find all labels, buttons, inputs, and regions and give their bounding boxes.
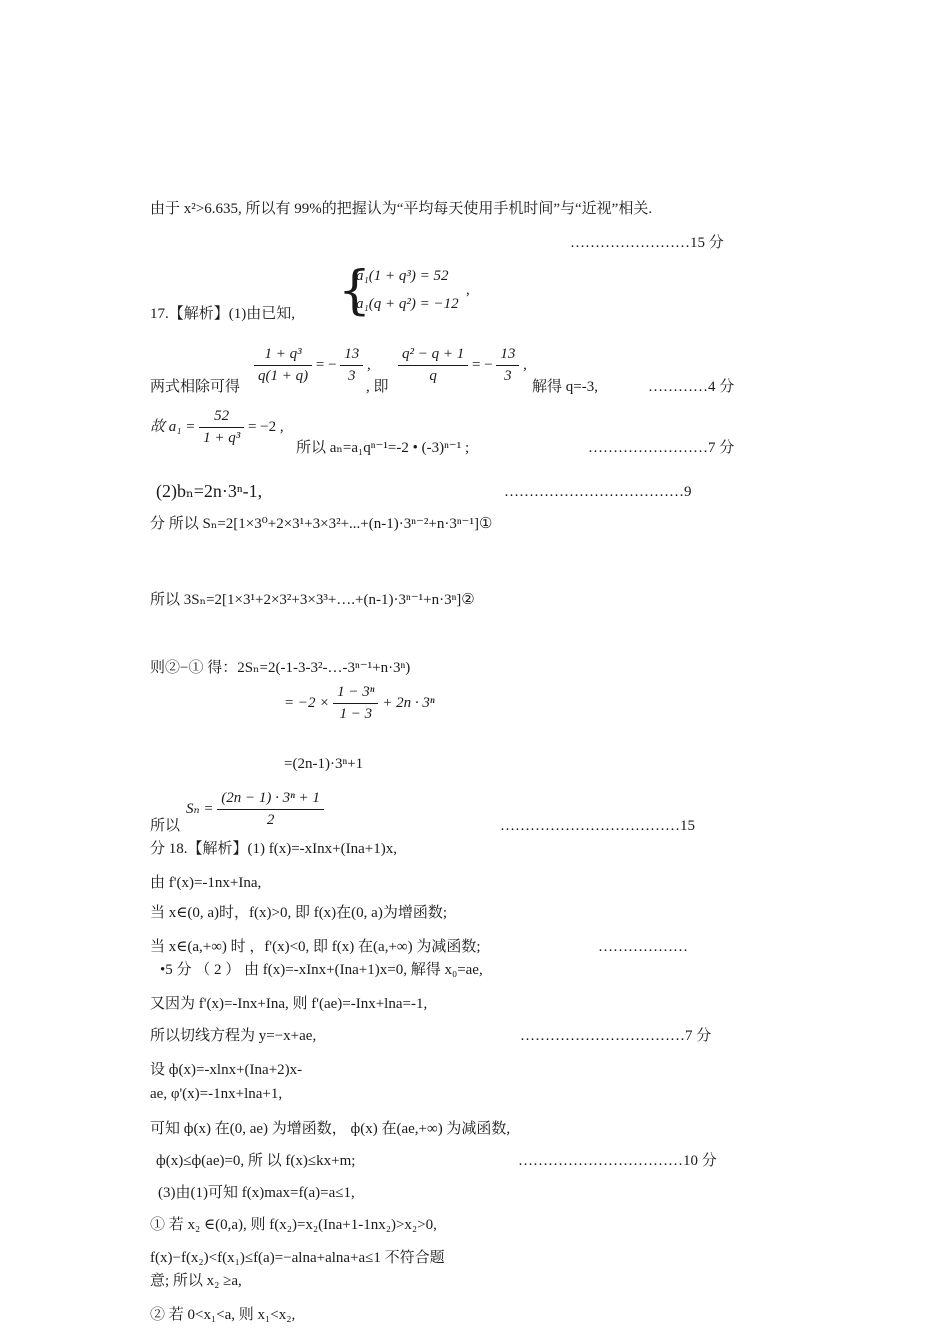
fraction-3-rhs: = −2 , <box>247 418 284 435</box>
derivative: 由 f'(x)=-1nx+Ina, <box>150 875 262 891</box>
geometric-sum-step <box>284 684 435 723</box>
sn-label: Sₙ = <box>186 800 214 817</box>
score-9: ………………………………9 <box>504 484 692 500</box>
general-term: 所以 aₙ=a₁qⁿ⁻¹=-2 • (-3)ⁿ⁻¹ ; <box>296 440 470 456</box>
fraction-3 <box>199 408 244 447</box>
fraction-1 <box>254 346 312 385</box>
score-dots: ……………… <box>598 939 688 955</box>
fraction-2-tail: , <box>523 356 527 373</box>
increasing-interval: 当 x∈(0, a)时，f(x)>0, 即 f(x)在(0, a)为增函数; <box>150 905 447 921</box>
fraction-2-rnum: 13 <box>500 346 516 362</box>
fraction-2-rden: 3 <box>496 365 519 385</box>
simplified-2sn: =(2n-1)·3ⁿ+1 <box>284 756 364 772</box>
fraction-4 <box>333 684 378 723</box>
divide-text: 两式相除可得 <box>150 379 241 395</box>
fraction-4-den: 1 − 3 <box>333 703 378 723</box>
score-10: ……………………………10 分 <box>518 1153 717 1169</box>
fraction-2-eq: = − <box>472 356 493 373</box>
fraction-1-num: 1 + q³ <box>264 346 302 362</box>
three-sn-expansion: 所以 3Sₙ=2[1×3¹+2×3²+3×3³+….+(n-1)·3ⁿ⁻¹+n·3ⁿ]② <box>150 592 475 608</box>
fraction-3-den: 1 + q³ <box>199 427 244 447</box>
geo-suffix: + 2n · 3ⁿ <box>382 694 435 711</box>
fraction-group-1 <box>254 346 371 385</box>
fraction-2-den: q <box>398 365 468 385</box>
fraction-5-num: (2n − 1) · 3ⁿ + 1 <box>221 790 320 806</box>
score-7b: ……………………………7 分 <box>520 1028 712 1044</box>
fraction-1-tail: , <box>367 356 371 373</box>
fraction-5-den: 2 <box>217 809 324 829</box>
case-1: ① 若 x₂ ∈(0,a), 则 f(x₂)=x₂(Ina+1-1nx₂)>x₂>0, <box>150 1217 437 1233</box>
fraction-4-num: 1 − 3ⁿ <box>337 684 375 700</box>
score-15b: ………………………………15 <box>500 818 695 834</box>
fraction-3-num: 52 <box>214 408 230 424</box>
phi-definition: 设 ф(x)=-xlnx+(Ina+2)x- <box>150 1062 303 1078</box>
phi-monotonic: 可知 ф(x) 在(0, ae) 为增函数， ф(x) 在(ae,+∞) 为减函数, <box>150 1121 511 1137</box>
fraction-1-rhs <box>340 346 363 385</box>
fraction-2-rhs <box>496 346 519 385</box>
geo-prefix: = −2 × <box>284 694 330 711</box>
case-1-contradiction: f(x)−f(x₂)<f(x₁)≤f(a)=−alna+alna+a≤1 不符合题 <box>150 1250 445 1266</box>
score-7: ……………………7 分 <box>588 440 735 456</box>
subtract-step: 则②−① 得：2Sₙ=2(-1-3-3²-…-3ⁿ⁻¹+n·3ⁿ) <box>150 660 411 676</box>
part-2-root: •5 分 （ 2 ） 由 f(x)=-xInx+(Ina+1)x=0, 解得 x₀=ae, <box>160 962 483 978</box>
score-4: …………4 分 <box>648 379 735 395</box>
a1-label: 故 a₁ = <box>150 418 196 435</box>
fraction-1-eq: = − <box>315 356 337 373</box>
fraction-1-den: q(1 + q) <box>254 365 312 385</box>
phi-derivative: ae, φ'(x)=-1nx+lna+1, <box>150 1086 283 1102</box>
fraction-group-2 <box>398 346 527 385</box>
fraction-1-rden: 3 <box>340 365 363 385</box>
solve-q: 解得 q=-3, <box>532 379 598 395</box>
phi-max: ф(x)≤ф(ae)=0, 所 以 f(x)≤kx+m; <box>156 1153 356 1169</box>
part-2-bn: (2)bₙ=2n·3ⁿ-1, <box>156 481 263 501</box>
tangent-slope: 又因为 f'(x)=-Inx+Ina, 则 f'(ae)=-Inx+lna=-1, <box>150 996 428 1012</box>
system-eq2: a₁(q + q²) = −12 <box>356 296 459 312</box>
fraction-5 <box>217 790 324 829</box>
tangent-line: 所以切线方程为 y=−x+ae, <box>150 1028 317 1044</box>
problem-18-intro: 分 18.【解析】(1) f(x)=-xInx+(Ina+1)x, <box>150 841 397 857</box>
line-chi-square-conclusion: 由于 x²>6.635, 所以有 99%的把握认为“平均每天使用手机时间”与“近视”相关. <box>150 201 653 217</box>
case-2: ② 若 0<x₁<a, 则 x₁<x₂, <box>150 1307 296 1323</box>
system-comma: , <box>466 282 470 298</box>
sn-expansion: 分 所以 Sₙ=2[1×3⁰+2×3¹+3×3²+...+(n-1)·3ⁿ⁻²+n·3ⁿ⁻¹]① <box>150 516 493 532</box>
equation-system: { a₁(1 + q³) = 52 a₁(q + q²) = −12 , <box>338 261 470 321</box>
problem-17-intro: 17.【解析】(1)由已知, <box>150 306 295 322</box>
part-3-max: (3)由(1)可知 f(x)max=f(a)=a≤1, <box>158 1185 355 1201</box>
suoyi-label: 所以 <box>150 818 181 834</box>
sn-result <box>186 790 324 829</box>
system-eq1: a₁(1 + q³) = 52 <box>356 268 449 284</box>
a1-expression <box>150 408 284 447</box>
fraction-1-rnum: 13 <box>344 346 360 362</box>
fraction-2-num: q² − q + 1 <box>402 346 465 362</box>
decreasing-interval: 当 x∈(a,+∞) 时 ，f'(x)<0, 即 f(x) 在(a,+∞) 为减函数; <box>150 939 481 955</box>
score-15: ……………………15 分 <box>570 235 724 251</box>
fraction-2 <box>398 346 468 385</box>
case-1-conclusion: 意; 所以 x₂ ≥a, <box>150 1273 242 1289</box>
ji-text: , 即 <box>366 379 389 395</box>
